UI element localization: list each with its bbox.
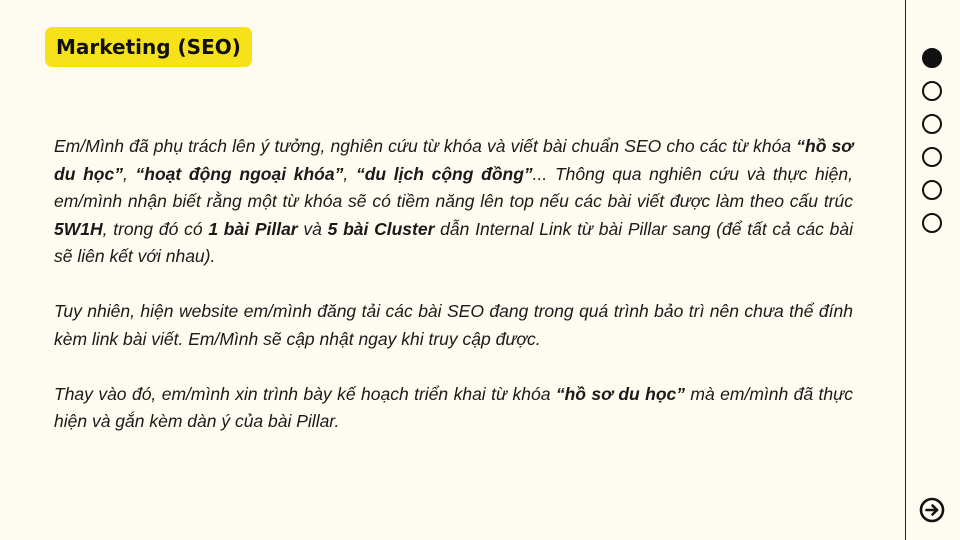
nav-dot-3[interactable] [922,114,942,134]
paragraph-1 [54,133,853,271]
keyword-cluster: 5 bài Cluster [327,218,435,239]
text-segment: mà em/mình đã thực hiện và gắn kèm dàn ý của bài Pillar. [54,383,853,431]
nav-dot-2[interactable] [922,81,942,101]
nav-dot-1[interactable] [922,48,942,68]
keyword-ho-so-du-hoc: “hồ sơ du học” [555,383,685,404]
nav-dot-5[interactable] [922,180,942,200]
text-segment: , [122,163,136,184]
paragraph-2: Tuy nhiên, hiện website em/mình đăng tải các bài SEO đang trong quá trình bảo trì nên chưa thể đính kèm link bài viết. Em/Mình sẽ cập nhật ngay khi truy cập được. [54,301,853,349]
nav-dot-4[interactable] [922,147,942,167]
sidebar-divider [905,0,906,540]
text-segment: ... Thông qua nghiên cứu và thực hiện, em/mình nhận biết rằng một từ khóa sẽ có tiềm năng lên top nếu các bài viết được làm theo cấu trúc [54,163,853,211]
text-segment: và [297,218,328,239]
section-title-badge [45,27,252,67]
nav-dot-6[interactable] [922,213,942,233]
text-segment: , trong đó có [102,218,209,239]
paragraph-3 [54,381,853,436]
keyword-pillar: 1 bài Pillar [208,218,298,239]
slide-navigation [922,48,942,246]
text-segment: , [343,163,356,184]
text-segment: Em/Mình đã phụ trách lên ý tưởng, nghiên cứu từ khóa và viết bài chuẩn SEO cho các từ khóa [54,136,797,156]
arrow-right-circle-icon[interactable] [919,497,945,523]
keyword-hoat-dong-ngoai-khoa: “hoạt động ngoại khóa” [135,163,344,184]
keyword-ho-so-du-hoc: “hồ sơ du học” [54,136,853,184]
body-text [54,133,853,463]
text-segment: Thay vào đó, em/mình xin trình bày kế hoạch triển khai từ khóa [54,383,556,404]
keyword-5w1h: 5W1H [54,218,103,239]
keyword-du-lich-cong-dong: “du lịch cộng đồng” [355,163,533,184]
section-title: Marketing (SEO) [56,35,241,59]
text-segment: dẫn Internal Link từ bài Pillar sang (để tất cả các bài sẽ liên kết với nhau). [54,218,853,266]
